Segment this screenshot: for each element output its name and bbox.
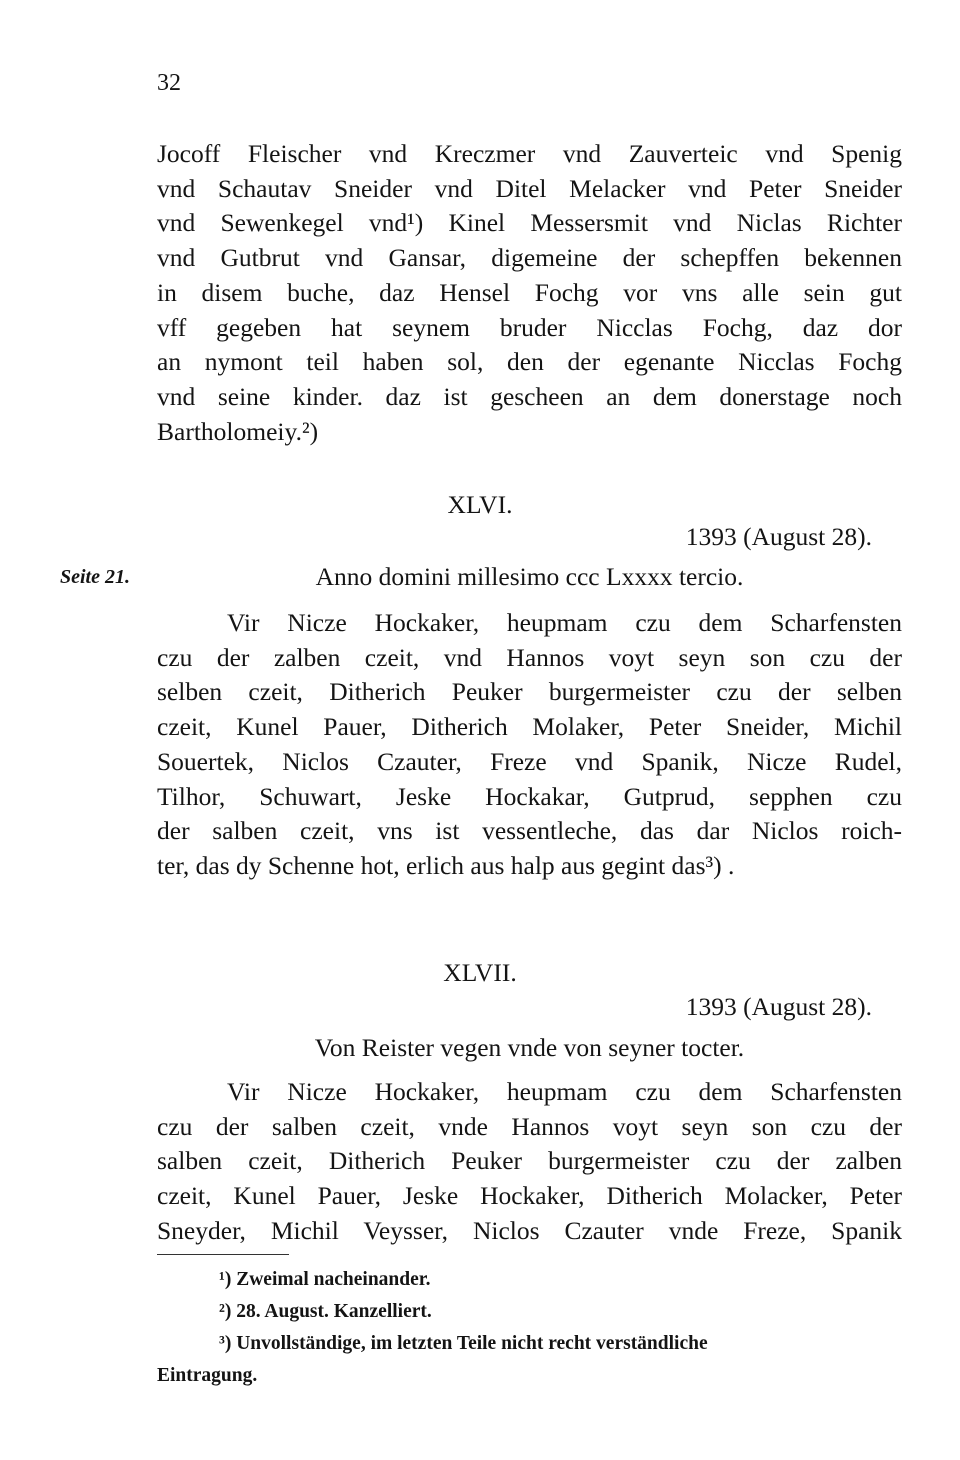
text-line: czeit, Kunel Pauer, Jeske Hockaker, Ditherich Molacker, Peter: [157, 1181, 902, 1211]
footnote-3: ³) Unvollständige, im letzten Teile nicht recht verständliche: [219, 1333, 708, 1354]
text-line: vnd Gutbrut vnd Gansar, digemeine der schepffen bekennen: [157, 243, 902, 273]
text-line: Tilhor, Schuwart, Jeske Hockakar, Gutprud, sepphen czu: [157, 781, 902, 811]
section-heading-46: Anno domini millesimo ccc Lxxxx tercio.: [315, 562, 744, 591]
footnote-2: ²) 28. August. Kanzelliert.: [219, 1301, 432, 1322]
footnote-3-continuation: Eintragung.: [157, 1365, 258, 1386]
section-number-47: XLVII.: [443, 958, 517, 987]
text-line: Sneyder, Michil Veysser, Niclos Czauter vnde Freze, Spanik: [157, 1215, 902, 1245]
section-date-46: 1393 (August 28).: [685, 522, 872, 551]
text-line: Souertek, Niclos Czauter, Freze vnd Spanik, Nicze Rudel,: [157, 746, 902, 776]
text-line: Vir Nicze Hockaker, heupmam czu dem Scharfensten: [227, 1077, 902, 1106]
text-line: salben czeit, Ditherich Peuker burgermeister czu der zalben: [157, 1146, 902, 1176]
margin-note: Seite 21.: [60, 566, 130, 588]
paragraph-1: [157, 137, 902, 449]
text-line: in disem buche, daz Hensel Fochg vor vns alle sein gut: [157, 277, 902, 307]
text-line: ter, das dy Schenne hot, erlich aus halp aus gegint das³) .: [157, 850, 735, 880]
text-line: der salben czeit, vns ist vessentleche, das dar Niclos roich-: [157, 816, 902, 846]
footnotes: [157, 1264, 902, 1392]
paragraph-46: [157, 606, 902, 884]
text-line: selben czeit, Ditherich Peuker burgermeister czu der selben: [157, 677, 902, 707]
footnote-divider: [157, 1254, 289, 1255]
text-line: czu der salben czeit, vnde Hannos voyt seyn son czu der: [157, 1111, 902, 1141]
text-line: Jocoff Fleischer vnd Kreczmer vnd Zauverteic vnd Spenig: [157, 139, 902, 168]
text-line: czeit, Kunel Pauer, Ditherich Molaker, Peter Sneider, Michil: [157, 712, 902, 742]
text-line: an nymont teil haben sol, den der egenante Nicclas Fochg: [157, 347, 902, 377]
text-line: Vir Nicze Hockaker, heupmam czu dem Scharfensten: [227, 608, 902, 637]
text-line: vnd seine kinder. daz ist gescheen an dem donerstage noch: [157, 381, 902, 411]
paragraph-47: [157, 1075, 902, 1249]
text-line: vnd Sewenkegel vnd¹) Kinel Messersmit vnd Niclas Richter: [157, 208, 902, 238]
section-date-47: 1393 (August 28).: [685, 992, 872, 1021]
footnote-1: ¹) Zweimal nacheinander.: [219, 1269, 431, 1290]
section-number-46: XLVI.: [447, 490, 513, 519]
text-line: vnd Schautav Sneider vnd Ditel Melacker vnd Peter Sneider: [157, 173, 902, 203]
page-number: 32: [157, 70, 181, 96]
section-heading-47: Von Reister vegen vnde von seyner tocter.: [314, 1033, 745, 1062]
text-line: Bartholomeiy.²): [157, 416, 319, 446]
text-line: czu der zalben czeit, vnd Hannos voyt seyn son czu der: [157, 642, 902, 672]
text-line: vff gegeben hat seynem bruder Nicclas Fochg, daz dor: [157, 312, 902, 342]
